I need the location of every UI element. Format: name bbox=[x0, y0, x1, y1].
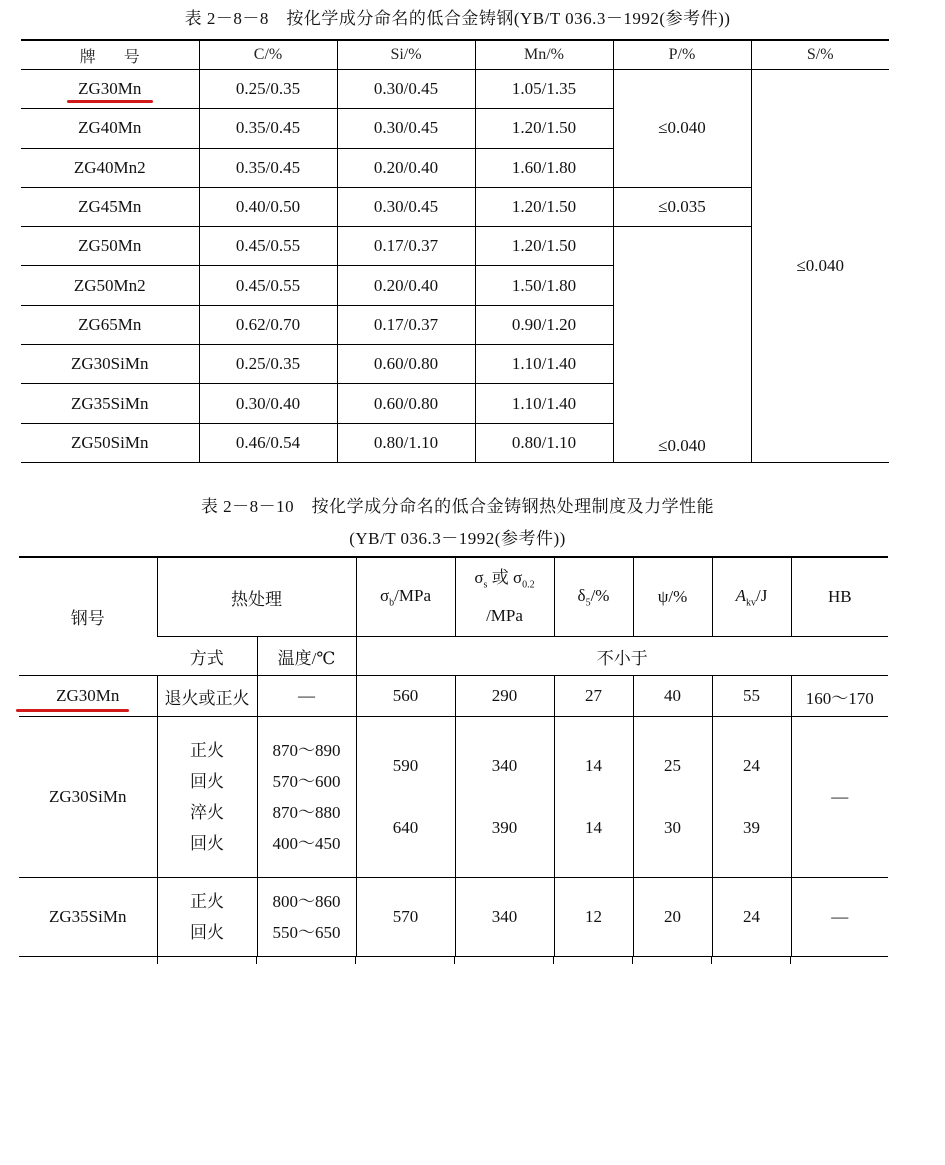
table-row bbox=[19, 676, 888, 717]
table2-caption-sub: (YB/T 036.3－1992(参考件)) bbox=[349, 529, 566, 548]
min-value-note: 不小于 bbox=[356, 637, 888, 676]
c-cell: 0.25/0.35 bbox=[199, 345, 337, 384]
col-header-mn: Mn/% bbox=[475, 40, 613, 70]
p-cell: ≤0.035 bbox=[613, 187, 751, 226]
temp-cell: 870～890 570～600 870～880 400～450 bbox=[257, 717, 356, 878]
heat-treatment-table bbox=[19, 556, 888, 957]
temp-cell: — bbox=[257, 676, 356, 717]
reduction-cell: 25 30 bbox=[633, 717, 712, 878]
grade-cell: ZG40Mn2 bbox=[21, 148, 199, 187]
c-cell: 0.30/0.40 bbox=[199, 384, 337, 423]
grade-cell: ZG35SiMn bbox=[21, 384, 199, 423]
c-cell: 0.40/0.50 bbox=[199, 187, 337, 226]
hardness-cell: — bbox=[791, 878, 888, 957]
mn-cell: 0.90/1.20 bbox=[475, 305, 613, 344]
si-cell: 0.30/0.45 bbox=[337, 109, 475, 148]
col-header-grade: 钢号 bbox=[19, 557, 157, 676]
yield-cell: 290 bbox=[455, 676, 554, 717]
mn-cell: 1.20/1.50 bbox=[475, 227, 613, 266]
red-underline-annotation bbox=[67, 100, 153, 103]
grade-cell: ZG30Mn bbox=[19, 676, 157, 717]
reduction-cell: 20 bbox=[633, 878, 712, 957]
c-cell: 0.35/0.45 bbox=[199, 148, 337, 187]
table2-caption: 表 2－8－10 按化学成分命名的低合金铸钢热处理制度及力学性能 bbox=[200, 497, 715, 516]
col-header-heat-treatment: 热处理 bbox=[157, 557, 356, 637]
si-cell: 0.60/0.80 bbox=[337, 345, 475, 384]
yield-cell: 340 bbox=[455, 878, 554, 957]
p-cell: ≤0.040 bbox=[613, 70, 751, 188]
col-header-c: C/% bbox=[199, 40, 337, 70]
p-cell: ≤0.040 bbox=[613, 227, 751, 463]
si-cell: 0.20/0.40 bbox=[337, 148, 475, 187]
si-cell: 0.30/0.45 bbox=[337, 187, 475, 226]
temp-cell: 800～860 550～650 bbox=[257, 878, 356, 957]
mn-cell: 1.60/1.80 bbox=[475, 148, 613, 187]
impact-cell: 24 bbox=[712, 878, 791, 957]
c-cell: 0.45/0.55 bbox=[199, 266, 337, 305]
si-cell: 0.80/1.10 bbox=[337, 423, 475, 462]
col-header-tensile: $\sigma_b$/MPa bbox=[356, 557, 455, 637]
impact-cell: 24 39 bbox=[712, 717, 791, 878]
grade-cell: ZG30SiMn bbox=[19, 717, 157, 878]
col-header-method: 方式 bbox=[157, 637, 257, 676]
elongation-cell: 14 14 bbox=[554, 717, 633, 878]
table1-header-row bbox=[21, 40, 889, 70]
tensile-cell: 560 bbox=[356, 676, 455, 717]
si-cell: 0.17/0.37 bbox=[337, 227, 475, 266]
c-cell: 0.25/0.35 bbox=[199, 70, 337, 109]
si-cell: 0.60/0.80 bbox=[337, 384, 475, 423]
method-cell: 正火 回火 淬火 回火 bbox=[157, 717, 257, 878]
method-cell: 正火 回火 bbox=[157, 878, 257, 957]
c-cell: 0.62/0.70 bbox=[199, 305, 337, 344]
grade-cell: ZG30SiMn bbox=[21, 345, 199, 384]
table2-header-row bbox=[19, 557, 888, 637]
col-header-p: P/% bbox=[613, 40, 751, 70]
tensile-cell: 570 bbox=[356, 878, 455, 957]
table-row bbox=[19, 717, 888, 878]
red-underline-annotation bbox=[16, 709, 129, 712]
c-cell: 0.45/0.55 bbox=[199, 227, 337, 266]
grade-cell: ZG50SiMn bbox=[21, 423, 199, 462]
elongation-cell: 27 bbox=[554, 676, 633, 717]
impact-cell: 55 bbox=[712, 676, 791, 717]
col-header-s: S/% bbox=[751, 40, 889, 70]
grade-cell: ZG35SiMn bbox=[19, 878, 157, 957]
yield-cell: 340 390 bbox=[455, 717, 554, 878]
si-cell: 0.30/0.45 bbox=[337, 70, 475, 109]
mn-cell: 1.20/1.50 bbox=[475, 109, 613, 148]
mn-cell: 1.10/1.40 bbox=[475, 345, 613, 384]
grade-cell: ZG30Mn bbox=[21, 70, 199, 109]
grade-cell: ZG40Mn bbox=[21, 109, 199, 148]
grade-cell: ZG50Mn bbox=[21, 227, 199, 266]
hardness-cell: 160～170 bbox=[791, 676, 888, 717]
col-header-yield: $\sigma_s$ 或 $\sigma_{0.2}$ /MPa bbox=[455, 557, 554, 637]
col-header-si: Si/% bbox=[337, 40, 475, 70]
col-header-reduction: ψ/% bbox=[633, 557, 712, 637]
col-header-impact: $A_{kv}/J$ bbox=[712, 557, 791, 637]
hardness-cell: — bbox=[791, 717, 888, 878]
c-cell: 0.46/0.54 bbox=[199, 423, 337, 462]
method-cell: 退火或正火 bbox=[157, 676, 257, 717]
tensile-cell: 590 640 bbox=[356, 717, 455, 878]
mn-cell: 1.50/1.80 bbox=[475, 266, 613, 305]
reduction-cell: 40 bbox=[633, 676, 712, 717]
grade-cell: ZG50Mn2 bbox=[21, 266, 199, 305]
col-header-grade: 牌号 bbox=[21, 40, 199, 70]
table1-caption: 表 2－8－8 按化学成分命名的低合金铸钢(YB/T 036.3－1992(参考件)) bbox=[184, 9, 731, 28]
table-row bbox=[19, 878, 888, 957]
mn-cell: 1.05/1.35 bbox=[475, 70, 613, 109]
elongation-cell: 12 bbox=[554, 878, 633, 957]
si-cell: 0.20/0.40 bbox=[337, 266, 475, 305]
s-cell: ≤0.040 bbox=[751, 70, 889, 463]
mn-cell: 1.10/1.40 bbox=[475, 384, 613, 423]
mn-cell: 1.20/1.50 bbox=[475, 187, 613, 226]
col-header-temperature: 温度/℃ bbox=[257, 637, 356, 676]
grade-cell: ZG45Mn bbox=[21, 187, 199, 226]
si-cell: 0.17/0.37 bbox=[337, 305, 475, 344]
col-header-elongation: $\delta_5/\%$ bbox=[554, 557, 633, 637]
mn-cell: 0.80/1.10 bbox=[475, 423, 613, 462]
c-cell: 0.35/0.45 bbox=[199, 109, 337, 148]
col-header-hardness: HB bbox=[791, 557, 888, 637]
grade-cell: ZG65Mn bbox=[21, 305, 199, 344]
